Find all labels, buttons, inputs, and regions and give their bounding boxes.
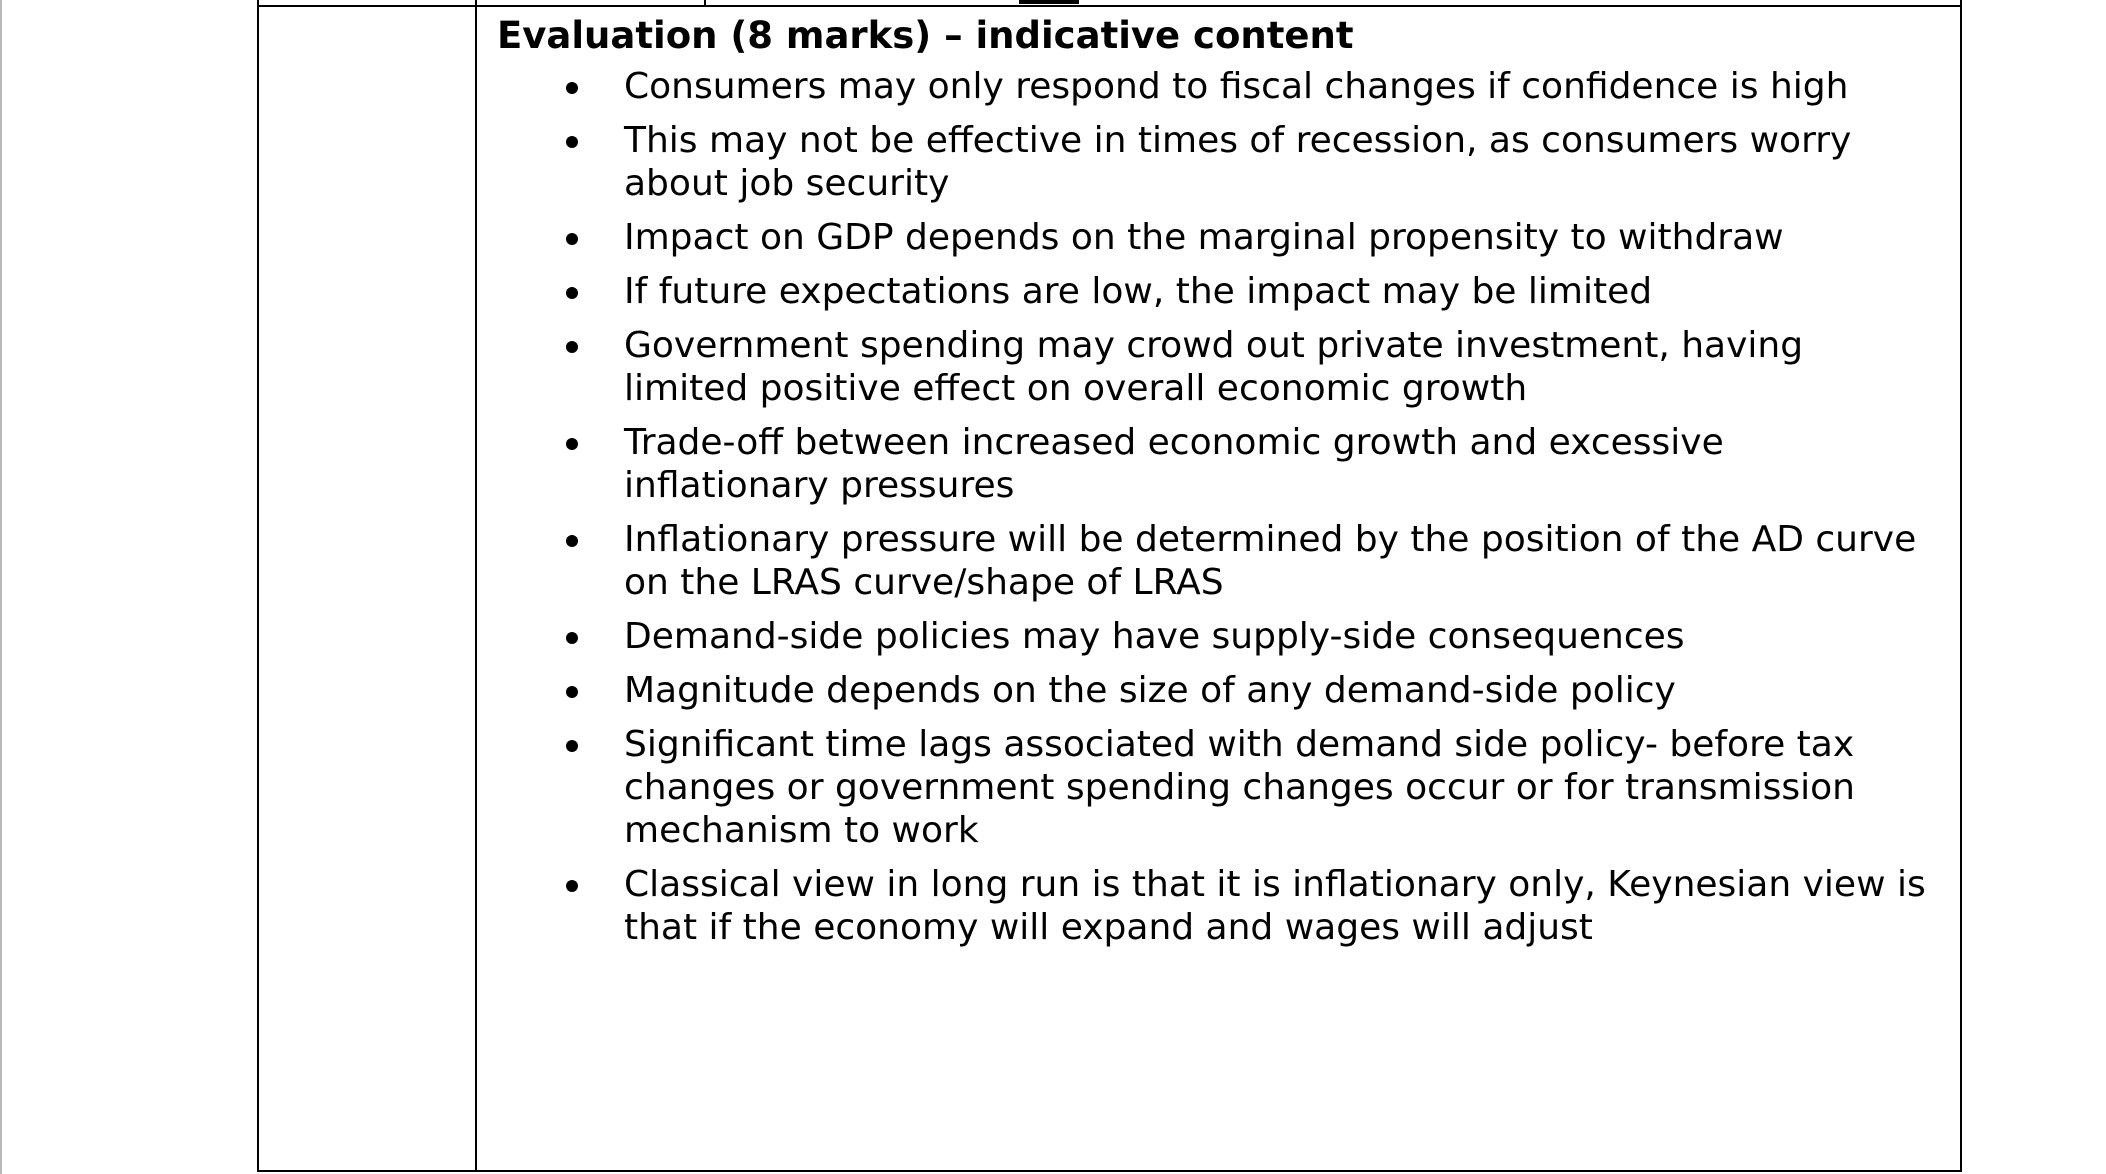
evaluation-heading: Evaluation (8 marks) – indicative content — [497, 14, 1354, 57]
page-left-edge — [0, 0, 2, 1174]
evaluation-point-text: Trade-off between increased economic growth and excessive inflationary pressures — [624, 422, 1724, 506]
evaluation-point-text: Classical view in long run is that it is inflationary only, Keynesian view is that if the economy will expand and wages will adjust — [624, 864, 1926, 948]
evaluation-point — [497, 518, 1930, 604]
bullet-icon — [566, 233, 578, 245]
bullet-icon — [566, 535, 578, 547]
evaluation-point-text: Consumers may only respond to fiscal changes if confidence is high — [624, 66, 1849, 107]
question-number-cell — [259, 7, 475, 1170]
evaluation-points-list — [497, 65, 1930, 949]
bullet-icon — [566, 82, 578, 94]
evaluation-point — [497, 216, 1930, 259]
evaluation-point-text: Government spending may crowd out private investment, having limited positive effect on overall economic growth — [624, 325, 1804, 409]
evaluation-point-text: Inflationary pressure will be determined by the position of the AD curve on the LRAS curve/shape of LRAS — [624, 519, 1917, 603]
evaluation-point-text: Magnitude depends on the size of any demand-side policy — [624, 670, 1676, 711]
indicative-content-cell — [477, 7, 1960, 1170]
bullet-icon — [566, 136, 578, 148]
evaluation-point — [497, 119, 1930, 205]
evaluation-point-text: This may not be effective in times of recession, as consumers worry about job security — [624, 120, 1852, 204]
evaluation-point — [497, 421, 1930, 507]
bullet-icon — [566, 740, 578, 752]
evaluation-point — [497, 65, 1930, 108]
evaluation-point-text: If future expectations are low, the impact may be limited — [624, 271, 1653, 312]
evaluation-point — [497, 324, 1930, 410]
evaluation-point-text: Impact on GDP depends on the marginal propensity to withdraw — [624, 217, 1784, 258]
bullet-icon — [566, 632, 578, 644]
mark-scheme-table — [257, 0, 1962, 1172]
evaluation-point — [497, 669, 1930, 712]
evaluation-point-text: Significant time lags associated with demand side policy- before tax changes or government spending changes occur or for transmission mechanism to work — [624, 724, 1855, 851]
evaluation-point — [497, 723, 1930, 852]
bullet-icon — [566, 686, 578, 698]
evaluation-point — [497, 270, 1930, 313]
evaluation-point — [497, 863, 1930, 949]
evaluation-point — [497, 615, 1930, 658]
previous-row-divider — [704, 0, 706, 5]
bullet-icon — [566, 341, 578, 353]
bullet-icon — [566, 438, 578, 450]
evaluation-point-text: Demand-side policies may have supply-side consequences — [624, 616, 1685, 657]
bullet-icon — [566, 287, 578, 299]
bullet-icon — [566, 880, 578, 892]
previous-row-text-fragment — [1019, 0, 1079, 4]
